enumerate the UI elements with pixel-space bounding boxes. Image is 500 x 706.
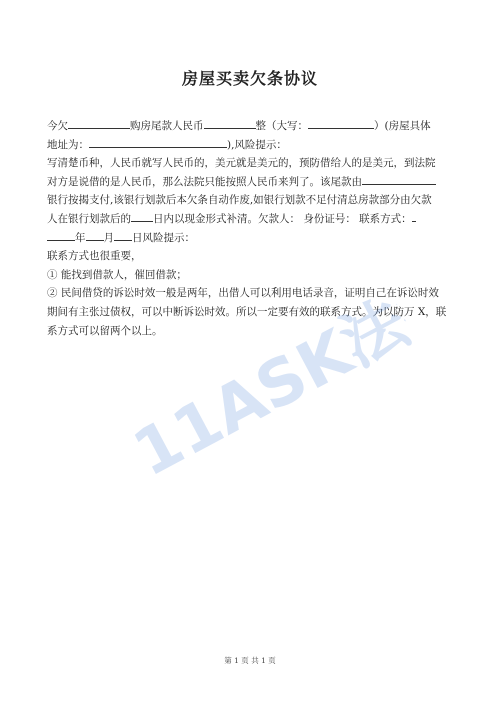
blank-field[interactable]	[114, 229, 132, 241]
watermark-text: 11ASK法律	[122, 266, 429, 492]
document-line	[47, 154, 459, 173]
line-text: 今欠	[47, 120, 68, 132]
blank-field[interactable]	[308, 117, 374, 129]
blank-field[interactable]	[68, 117, 130, 129]
document-line	[47, 247, 459, 266]
blank-field[interactable]	[204, 117, 256, 129]
document-line	[47, 117, 459, 136]
line-text: 地址为：	[47, 138, 89, 151]
document-line	[47, 266, 459, 285]
blank-field[interactable]	[131, 210, 153, 222]
blank-field[interactable]	[362, 173, 436, 185]
page-footer: 第 1 页 共 1 页	[224, 656, 276, 665]
line-text: 联系方式也很重要，	[47, 250, 142, 263]
line-text: 系方式可以留两个以上。	[47, 324, 163, 337]
blank-field[interactable]	[89, 136, 227, 148]
line-text: 日内以现金形式补清。欠款人： 身份证号： 联系方式：	[153, 212, 412, 225]
line-text: ）(房屋具体	[374, 120, 431, 132]
document-line	[47, 136, 459, 155]
document-line	[47, 303, 459, 322]
document-line	[47, 191, 459, 210]
line-text: 整（大写：	[255, 120, 308, 132]
line-text: 月	[103, 231, 114, 244]
document-body	[47, 117, 459, 340]
line-text: 日风险提示：	[132, 231, 195, 244]
blank-field[interactable]	[47, 229, 75, 241]
line-text: ),风险提示：	[227, 138, 287, 151]
line-text: 写清楚币种，人民币就写人民币的，美元就是美元的，预防借给人的是美元，到法院	[47, 157, 436, 170]
blank-field[interactable]	[412, 210, 416, 222]
line-text: 对方是说借的是人民币，那么法院只能按照人民币来判了。该尾款由	[47, 175, 362, 188]
document-title: 房屋买卖欠条协议	[181, 69, 318, 88]
document-line	[47, 229, 459, 248]
line-text: 购房尾款人民币	[130, 120, 204, 132]
line-text: ① 能找到借款人，催回借款；	[47, 268, 187, 281]
line-text: ② 民间借贷的诉讼时效一般是两年，出借人可以利用电话录音，证明自己在诉讼时效	[47, 287, 439, 300]
blank-field[interactable]	[86, 229, 104, 241]
document-line	[47, 173, 459, 192]
document-line	[47, 284, 459, 303]
line-text: 年	[75, 231, 86, 244]
line-text: 银行按揭支付,该银行划款后本欠条自动作废,如银行划款不足付清总房款部分由欠款	[47, 194, 432, 207]
line-text: 期间有主张过债权，可以中断诉讼时效。所以一定要有效的联系方式。为以防万 X，联	[47, 305, 447, 318]
document-line	[47, 210, 459, 229]
document-line	[47, 322, 459, 341]
line-text: 人在银行划款后的	[47, 212, 131, 225]
